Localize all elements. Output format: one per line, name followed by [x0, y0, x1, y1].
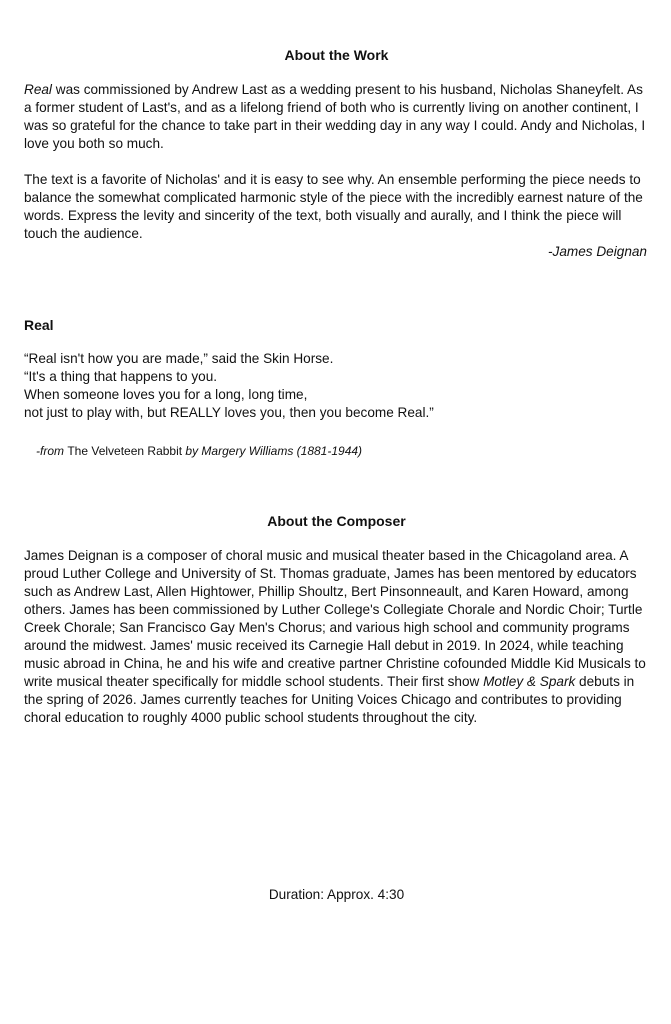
poem-line: “Real isn't how you are made,” said the Skin Horse. — [24, 351, 334, 366]
composer-bio-text-1: James Deignan is a composer of choral music and musical theater based in the Chicagoland area. A proud Luther College and University of St. Thomas graduate, James has been mentored by educators such as Andrew Last, Allen Hightower, Phillip Shoultz, Bert Pinsonneault, and Karen Howard, among others. James has been commissioned by Luther College's Collegiate Chorale and Nordic Choir; Turtle Creek Chorale; San Francisco Gay Men's Chorus; and various high school and community programs around the midwest. James' music received its Carnegie Hall debut in 2019. In 2024, while teaching music abroad in China, he and his wife and creative partner Christine cofounded Middle Kid Musicals to write musical theater specifically for middle school students. Their first show — [24, 548, 646, 689]
about-work-paragraph-2: The text is a favorite of Nicholas' and it is easy to see why. An ensemble performing the piece needs to balance the somewhat complicated harmonic style of the piece with the incredibly earnest nature of the words. Express the levity and sincerity of the text, both visually and aurally, and I think the piece will touch the audience. — [24, 172, 643, 241]
duration-text: Duration: Approx. 4:30 — [268, 887, 405, 902]
attribution-book-title: The Velveteen Rabbit — [67, 444, 183, 458]
composer-bio-text-2: debuts in the spring of 2026. James currently teaches for Uniting Voices Chicago and contributes to providing choral education to roughly 4000 public school students throughout the city. — [24, 674, 635, 725]
poem-text — [24, 350, 649, 422]
poem-line: “It's a thing that happens to you. — [24, 369, 218, 384]
poem-line: not just to play with, but REALLY loves you, then you become Real.” — [24, 405, 434, 420]
attribution-prefix: -from — [36, 444, 68, 458]
attribution-author: by Margery Williams (1881-1944) — [182, 444, 363, 458]
about-work-paragraph-1 — [24, 81, 649, 153]
composer-bio — [24, 547, 649, 727]
poem-title: Real — [24, 317, 54, 333]
poem-line: When someone loves you for a long, long time, — [24, 387, 308, 402]
show-title-inline: Motley & Spark — [483, 674, 576, 689]
about-composer-heading: About the Composer — [267, 513, 406, 529]
about-work-heading: About the Work — [284, 47, 389, 63]
piece-title-inline: Real — [24, 82, 52, 97]
poem-attribution — [36, 442, 362, 460]
about-work-paragraph-1-text: was commissioned by Andrew Last as a wedding present to his husband, Nicholas Shaneyfelt. As a former student of Last's, and as a lifelong friend of both who is currently living on another continent, I was so grateful for the chance to take part in their wedding day in any way I could. Andy and Nicholas, I love you both so much. — [24, 82, 646, 151]
composer-signature: -James Deignan — [548, 244, 647, 259]
